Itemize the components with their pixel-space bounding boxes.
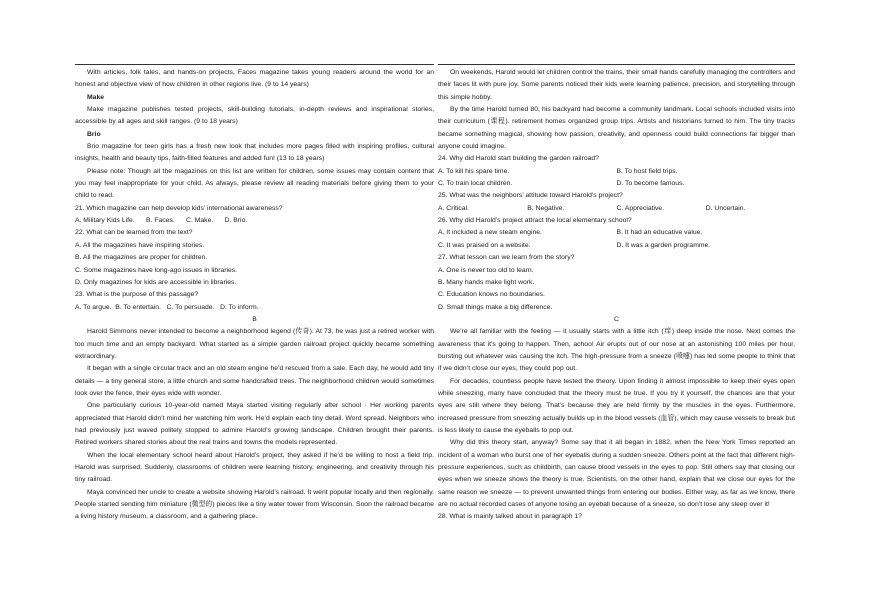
passage-c-paragraph-3: Why did this theory start, anyway? Some say that it all began in 1882, when the New York Times reported an incident of a woman who burst one of her eyeballs during a sudden sneeze. Others point at the fact that different high-pressure experiences, such as childbirth, can cause blood vessels in the eyes to pop. Still others say that closing our eyes when we sneeze shows the theory is true. Scientists, on the other hand, explain that we close our eyes for the same reason we sneeze — to prevent unwanted things from entering our bodies. Either way, as far as we know, there are no actual recorded cases of anyone losing an eyeball because of a sneeze, so don’t lose any sleep over it! [438,439,795,509]
question-25-options [438,203,795,215]
question-24-option-c: C. To train local children. [438,180,513,188]
brio-heading: Brio [87,130,101,138]
question-26-options-row-1 [438,227,795,239]
passage-c-paragraph-1: We’re all familiar with the feeling — it usually starts with a little itch (痒) deep inside the nose. Next comes the awareness that it’s going to happen. Then, achoo! Air erupts out of our nose at an astonishing 100 miles per hour, bursting out whatever was causing the itch. The high-pressure from a sneeze (喷嚏) has led some people to think that if we didn’t close our eyes, they could pop out. [438,328,795,373]
top-rule-right [438,64,795,65]
top-rule-left [75,64,434,65]
question-21-options: A. Military Kids Life. B. Faces. C. Make. D. Brio. [75,217,248,225]
question-25-option-b: B. Negative. [527,204,565,212]
question-22: 22. What can be learned from the text? [75,229,193,237]
passage-b-paragraph-1: Harold Simmons never intended to become a neighborhood legend (传奇). At 73, he was just a retired worker with too much time and an empty backyard. What started as a simple garden railroad project quickly became something extraordinary. [75,328,434,360]
question-28: 28. What is mainly talked about in paragraph 1? [438,513,582,521]
question-27-option-b: B. Many hands make light work. [438,278,535,286]
question-22-option-b: B. All the magazines are proper for children. [75,254,208,262]
question-24: 24. Why did Harold start building the garden railroad? [438,155,599,163]
passage-c-paragraph-2: For decades, countless people have tested the theory. Upon finding it almost impossible to keep their eyes open while sneezing, many have concluded that the theory must be true. If you try it yourself, the chances are that your eyes are still where they belong. That’s because they are held firmly by the muscles in the eyes. Furthermore, increased pressure from sneezing actually builds up in the blood vessels (血管), which may cause vessels to break but is less likely to cause the eyeballs to pop out. [438,377,795,434]
section-c-heading: C [614,315,619,323]
passage-b-paragraph-7: By the time Harold turned 80, his backyard had become a community landmark. Local schools included visits into their curriculum (课程). retirement homes organized group trips. Artists and historians turned to him. The tiny tracks became something magical, showing how passion, creativity, and openness could build connections far bigger than anyone could imagine. [438,106,795,151]
question-23-options: A. To argue. B. To entertain. C. To persuade. D. To inform. [75,303,259,311]
passage-b-paragraph-4: When the local elementary school heard about Harold’s project, they asked if he’d be willing to host a field trip. Harold was surprised. Suddenly, classrooms of children were learning history, engineering, and creativity through his tiny railroad. [75,451,434,484]
question-26-option-b: B. It had an educative value. [616,229,703,237]
question-24-option-a: A. To kill his spare time. [438,167,510,175]
make-heading: Make [87,93,105,101]
question-26-options-row-2 [438,240,795,252]
question-23: 23. What is the purpose of this passage? [75,291,199,299]
left-column [75,67,434,524]
passage-b-paragraph-6: On weekends, Harold would let children control the trains, their small hands carefully managing the controllers and their faces lit with pure joy. Some parents noticed their kids were learning patience, precision, and storytelling through this simple hobby. [438,69,795,101]
question-27-option-d: D. Small things make a big difference. [438,303,553,311]
question-27: 27. What lesson can we learn from the story? [438,254,575,262]
question-22-option-c: C. Some magazines have long-ago issues in libraries. [75,266,238,274]
question-22-option-a: A. All the magazines have inspiring stories. [75,241,205,249]
question-25: 25. What was the neighbors’ attitude toward Harold’s project? [438,192,623,200]
question-26-option-c: C. It was praised on a website. [438,241,531,249]
faces-description: With articles, folk tales, and hands-on projects, Faces magazine takes young readers around the world for an honest and objective view of how children in other regions live. (9 to 14 years) [75,69,434,89]
passage-b-paragraph-5: Maya convinced her uncle to create a website showing Harold’s railroad. It went popular locally and then regionally. People started sending him miniature (微型的) pieces like a tiny water tower from Wisconsin. Soon the railroad became a living history museum, a classroom, and a gathering place. [75,488,434,521]
note-paragraph: Please note: Though all the magazines on this list are written for children, some issues may contain content that you may feel inappropriate for your child. As always, please review all reading materials before giving them to your child to read. [75,167,434,200]
brio-description: Brio magazine for teen girls has a fresh new look that includes more pages filled with inspiring profiles, cultural insights, health and beauty tips, faith-filled features and added fun! (13 to 18 years) [75,143,434,163]
question-24-options-row-1 [438,166,795,178]
passage-b-paragraph-2: It began with a single circular track and an old steam engine he’d rescued from a sale. Each day, he would add tiny details — a tiny general store, a little church and some handcrafted trees. The neighborhood children would sometimes look over the fence, their eyes wide with wonder. [75,365,434,397]
question-24-option-d: D. To become famous. [616,180,685,188]
question-22-option-d: D. Only magazines for kids are accessible in libraries. [75,278,237,286]
question-26-option-d: D. It was a garden programme. [616,241,711,249]
question-25-option-c: C. Appreciative. [616,204,665,212]
question-24-option-b: B. To host field trips. [616,167,678,175]
question-27-option-c: C. Education knows no boundaries. [438,291,545,299]
question-26-option-a: A. It included a new steam engine. [438,229,542,237]
question-24-options-row-2 [438,178,795,190]
question-26: 26. Why did Harold’s project attract the local elementary school? [438,217,632,225]
right-column [438,67,795,524]
question-25-option-d: D. Uncertain. [705,204,746,212]
question-21: 21. Which magazine can help develop kids’ international awareness? [75,204,283,212]
section-b-heading: B [252,315,257,323]
make-description: Make magazine publishes tested projects, skill-building tutorials, in-depth reviews and inspirational stories, accessible by all ages and skill ranges. (9 to 18 years) [75,106,434,126]
passage-b-paragraph-3: One particularly curious 10-year-old named Maya started visiting regularly after school · Her working parents appreciated that Harold didn’t mind her watching him work. He’d explain each tiny detail. Word spread. Neighbors who had previously just waved politely stopped to admire Harold’s growing landscape. Children brought their parents. Retired workers shared stories about the real trains and towns the models represented. [75,402,434,447]
question-25-option-a: A. Critical. [438,204,469,212]
question-27-option-a: A. One is never too old to learn. [438,266,534,274]
